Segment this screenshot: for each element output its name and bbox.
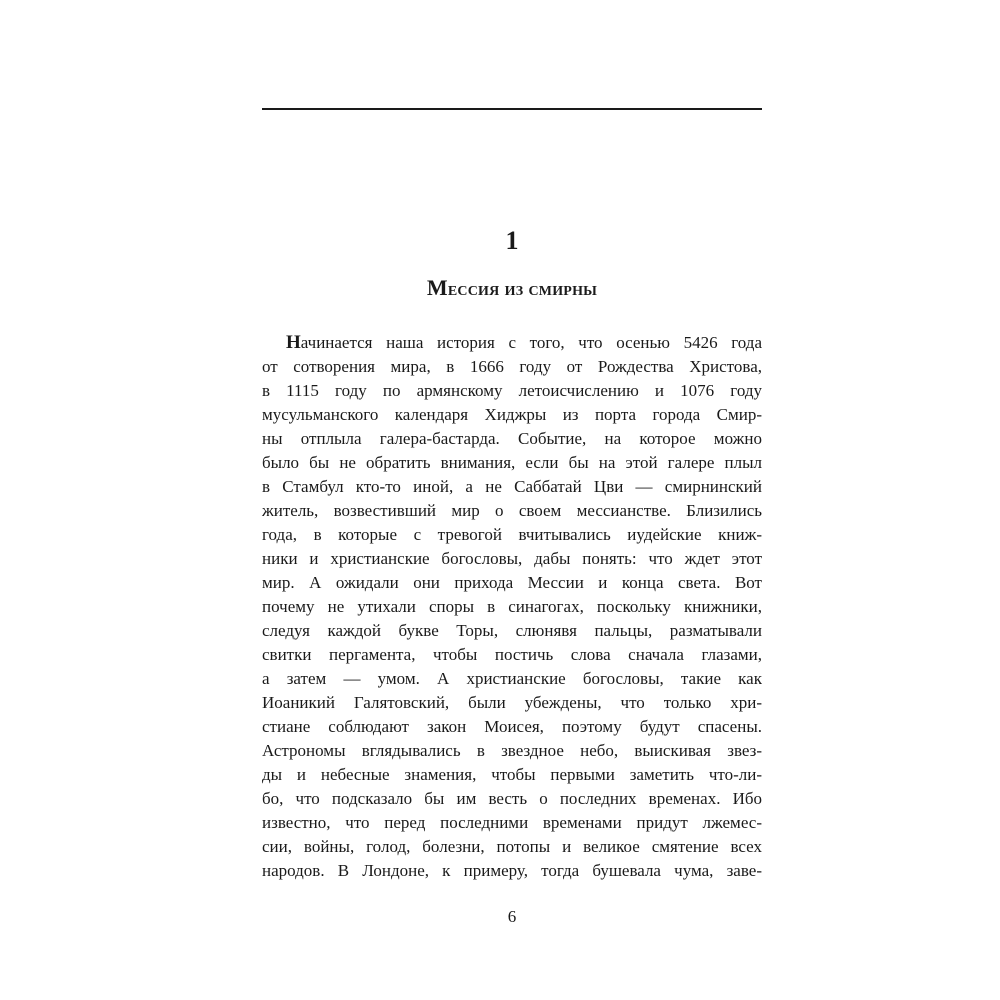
text-line: следуя каждой букве Торы, слюнявя пальцы, разматывали <box>262 621 762 640</box>
text-line: Иоаникий Галятовский, были убеждены, что только хри- <box>262 693 762 712</box>
text-line: народов. В Лондоне, к примеру, тогда бушевала чума, заве- <box>262 861 762 880</box>
chapter-number: 1 <box>505 226 519 255</box>
text-line: почему не утихали споры в синагогах, поскольку книжники, <box>262 597 762 616</box>
text-line: мусульманского календаря Хиджры из порта города Смир- <box>262 405 762 424</box>
text-line: Астрономы вглядывались в звездное небо, выискивая звез- <box>262 741 762 760</box>
text-line: в 1115 году по армянскому летоисчислению и 1076 году <box>262 381 762 400</box>
text-line: года, в которые с тревогой вчитывались иудейские книж- <box>262 525 762 544</box>
text-line: ды и небесные знамения, чтобы первыми заметить что-ли- <box>262 765 762 784</box>
body-paragraph <box>262 331 762 883</box>
text-line: ники и христианские богословы, дабы понять: что ждет этот <box>262 549 762 568</box>
text-line: бо, что подсказало бы им весть о последних временах. Ибо <box>262 789 762 808</box>
text-line: было бы не обратить внимания, если бы на этой галере плыл <box>262 453 762 472</box>
text-line: известно, что перед последними временами придут лжемес- <box>262 813 762 832</box>
text-line: мир. А ожидали они прихода Мессии и конца света. Вот <box>262 573 762 592</box>
chapter-title <box>262 275 762 302</box>
chapter-title-initial: М <box>426 275 448 300</box>
text-line <box>262 331 762 355</box>
text-line: от сотворения мира, в 1666 году от Рождества Христова, <box>262 357 762 376</box>
text-line-content: ачинается наша история с того, что осенью 5426 года <box>300 333 762 352</box>
page-number: 6 <box>507 907 517 926</box>
header-rule <box>262 108 762 110</box>
chapter-title-text: ессия из смирны <box>447 278 598 300</box>
text-line: в Стамбул кто-то иной, а не Саббатай Цви — смирнинский <box>262 477 762 496</box>
text-line: стиане соблюдают закон Моисея, поэтому будут спасены. <box>262 717 762 736</box>
text-line: ны отплыла галера-бастарда. Событие, на которое можно <box>262 429 762 448</box>
text-line: свитки пергамента, чтобы постичь слова сначала глазами, <box>262 645 762 664</box>
text-line: сии, войны, голод, болезни, потопы и великое смятение всех <box>262 837 762 856</box>
paragraph-initial: Н <box>286 332 301 353</box>
text-line: а затем — умом. А христианские богословы, такие как <box>262 669 762 688</box>
text-line: житель, возвестивший мир о своем мессианстве. Близились <box>262 501 762 520</box>
